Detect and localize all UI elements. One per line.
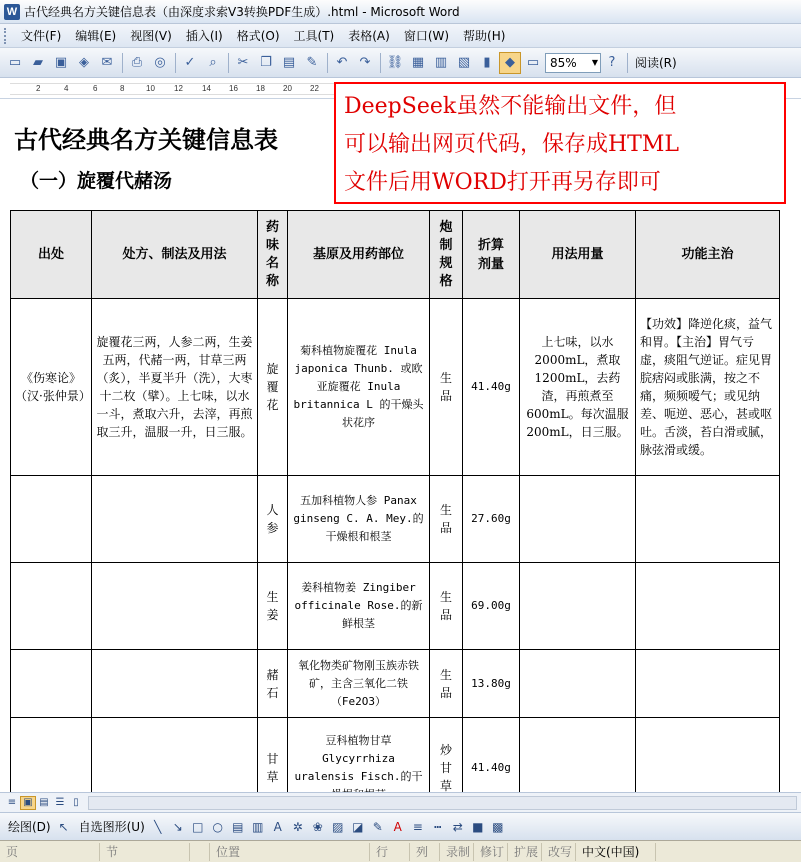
cell-function (636, 563, 780, 650)
cell-usage (520, 563, 636, 650)
cell-function: 【功效】降逆化痰，益气和胃。【主治】胃气亏虚，痰阻气逆证。症见胃脘痞闷或胀满，按之不痛，频频嗳气；或见纳差、呃逆、恶心，甚或呕吐。舌淡，苔白滑或腻，脉弦滑或缓。 (636, 299, 780, 476)
email-icon[interactable]: ✉ (101, 55, 113, 70)
menu-window[interactable]: 窗口(W) (403, 29, 450, 43)
cell-dose: 41.40g (463, 299, 520, 476)
section-heading: （一）旋覆代赭汤 (20, 170, 173, 192)
help-icon[interactable]: ? (608, 55, 616, 70)
vertical-textbox-icon[interactable]: ▥ (252, 819, 264, 834)
processing-value: 生品 (439, 667, 452, 700)
cell-herb (258, 650, 288, 718)
column-header (430, 211, 463, 299)
ruler-label: 12 (174, 84, 183, 93)
zoom-value: 85% (550, 55, 577, 70)
menu-format[interactable]: 格式(O) (236, 29, 280, 43)
cell-dose: 41.40g (463, 718, 520, 818)
line-icon[interactable]: ╲ (154, 819, 162, 834)
cell-recipe (92, 476, 258, 563)
page-title: 古代经典名方关键信息表 (14, 125, 278, 154)
word-app-icon: W (4, 4, 20, 20)
select-objects-icon[interactable]: ↖ (58, 819, 69, 834)
oval-icon[interactable]: ○ (212, 819, 223, 834)
drawing-icon[interactable]: ◆ (499, 52, 521, 74)
processing-value: 生品 (439, 503, 452, 535)
toolbar-separator (380, 53, 381, 73)
column-header-label: 药味名称 (265, 219, 279, 289)
table-header-row (11, 211, 780, 299)
hyperlink-icon[interactable]: ⛓ (386, 55, 404, 70)
line-color-icon[interactable]: ✎ (372, 819, 383, 834)
dash-style-icon[interactable]: ┅ (434, 819, 442, 834)
permission-icon[interactable]: ◈ (79, 55, 89, 70)
menu-insert[interactable]: 插入(I) (185, 29, 223, 43)
save-icon[interactable]: ▣ (54, 55, 68, 70)
draw-menu-button[interactable]: 绘图(D) (8, 820, 51, 834)
reading-view-icon[interactable]: ▯ (73, 797, 79, 808)
ruler-label: 20 (283, 84, 292, 93)
cell-usage: 上七味，以水2000mL，煮取1200mL，去药渣，再煎煮至600mL。每次温服 200mL，日三服。 (520, 299, 636, 476)
ruler-label: 6 (93, 84, 98, 93)
cell-origin: 五加科植物人参 Panax ginseng C. A. Mey.的干燥根和根茎 (288, 476, 430, 563)
insert-table-icon[interactable]: ▥ (434, 55, 448, 70)
menu-edit[interactable]: 编辑(E) (75, 29, 117, 43)
processing-value: 生品 (439, 371, 452, 403)
menu-table[interactable]: 表格(A) (348, 29, 390, 43)
status-language: 中文(中国) (576, 843, 656, 861)
ruler-label: 16 (229, 84, 238, 93)
arrow-icon[interactable]: ↘ (172, 819, 183, 834)
cell-dose: 69.00g (463, 563, 520, 650)
menu-file[interactable]: 文件(F) (21, 29, 62, 43)
status-track-changes[interactable]: 修订 (474, 843, 508, 861)
column-header: 处方、制法及用法 (92, 211, 258, 299)
status-extend[interactable]: 扩展 (508, 843, 542, 861)
diagram-icon[interactable]: ✲ (292, 819, 303, 834)
status-record[interactable]: 录制 (440, 843, 474, 861)
ruler-label: 4 (64, 84, 69, 93)
herb-name: 人参 (266, 503, 279, 535)
status-page-count (190, 843, 210, 861)
cell-recipe: 旋覆花三两，人参二两，生姜五两，代赭一两，甘草三两（炙），半夏半升（洗），大枣十二枚（擘）。上七味，以水一斗，煮取六升，去滓，再煎取三升，温服一升，日三服。 (92, 299, 258, 476)
prescription-table (10, 210, 780, 818)
columns-icon[interactable]: ▮ (483, 55, 491, 70)
callout-line: 可以输出网页代码，保存成HTML (344, 132, 679, 157)
menu-view[interactable]: 视图(V) (130, 29, 172, 43)
cut-icon[interactable]: ✂ (237, 55, 249, 70)
cell-processing (430, 299, 463, 476)
cell-recipe (92, 563, 258, 650)
picture-icon[interactable]: ▨ (332, 819, 344, 834)
toolbar-separator (228, 53, 229, 73)
toolbar-separator (122, 53, 123, 73)
column-header: 出处 (11, 211, 92, 299)
cell-origin: 豆科植物甘草 Glycyrrhiza uralensis Fisch.的干 (288, 718, 430, 818)
cell-processing (430, 650, 463, 718)
cell-function (636, 650, 780, 718)
redo-icon[interactable]: ↷ (359, 55, 371, 70)
status-section: 节 (100, 843, 190, 861)
textbox-icon[interactable]: ▤ (232, 819, 244, 834)
horizontal-scrollbar[interactable] (88, 796, 797, 810)
font-color-icon[interactable]: A (393, 819, 402, 834)
table-row (11, 563, 780, 650)
standard-toolbar (0, 48, 801, 78)
processing-value: 生品 (439, 590, 452, 622)
toolbar-separator (627, 53, 628, 73)
document-area[interactable] (0, 94, 801, 793)
chevron-down-icon: ▼ (591, 58, 598, 67)
read-mode-button[interactable]: 阅读(R) (635, 56, 677, 70)
cell-dose: 27.60g (463, 476, 520, 563)
ruler-label: 10 (146, 84, 155, 93)
column-header: 用法用量 (520, 211, 636, 299)
callout-line: 文件后用WORD打开再另存即可 (344, 170, 661, 195)
autoshapes-button[interactable]: 自选图形(U) (78, 820, 145, 834)
cell-origin: 菊科植物旋覆花 Inula japonica Thunb. 或欧亚旋覆花 Inula britannica L 的干燥头状花序 (288, 299, 430, 476)
menu-help[interactable]: 帮助(H) (463, 29, 506, 43)
title-bar (0, 0, 801, 24)
ruler-label: 22 (310, 84, 319, 93)
menu-grip-icon[interactable] (4, 28, 10, 44)
table-row (11, 299, 780, 476)
tables-borders-icon[interactable]: ▦ (411, 55, 425, 70)
undo-icon[interactable]: ↶ (336, 55, 348, 70)
new-document-icon[interactable]: ▭ (8, 55, 22, 70)
open-folder-icon[interactable]: ▰ (33, 55, 43, 70)
print-layout-icon[interactable]: ▤ (39, 797, 49, 808)
cell-herb (258, 563, 288, 650)
cell-source: 《伤寒论》（汉·张仲景） (11, 299, 92, 476)
format-painter-icon[interactable]: ✎ (306, 55, 318, 70)
column-header: 功能主治 (636, 211, 780, 299)
table-row (11, 650, 780, 718)
cell-usage (520, 650, 636, 718)
ruler-label: 14 (202, 84, 211, 93)
document-map-icon[interactable]: ▭ (526, 55, 540, 70)
cell-herb (258, 476, 288, 563)
column-header (463, 211, 520, 299)
outline-view-icon[interactable]: ☰ (55, 797, 65, 808)
line-style-icon[interactable]: ≡ (412, 819, 423, 834)
toolbar-separator (327, 53, 328, 73)
status-line: 行 (370, 843, 410, 861)
status-position: 位置 (210, 843, 370, 861)
cell-source (11, 563, 92, 650)
column-header-label: 炮制规格 (439, 219, 453, 289)
cell-source (11, 650, 92, 718)
cell-origin: 姜科植物姜 Zingiber officinale Rose.的新鲜根茎 (288, 563, 430, 650)
3d-style-icon[interactable]: ▩ (492, 819, 504, 834)
copy-icon[interactable]: ❐ (260, 55, 272, 70)
callout-line: DeepSeek虽然不能输出文件，但 (344, 94, 677, 119)
cell-function (636, 476, 780, 563)
cell-dose: 13.80g (463, 650, 520, 718)
herb-name: 生姜 (266, 590, 279, 622)
annotation-callout (334, 82, 786, 204)
column-header: 基原及用药部位 (288, 211, 430, 299)
window-title: 古代经典名方关键信息表（由深度求索V3转换PDF生成）.html - Microsoft Word (24, 5, 460, 19)
table-row (11, 476, 780, 563)
cell-source (11, 476, 92, 563)
drawing-toolbar (0, 812, 801, 840)
arrow-style-icon[interactable]: ⇄ (452, 819, 463, 834)
print-preview-icon[interactable]: ◎ (154, 55, 166, 70)
herb-name: 旋覆花 (266, 362, 279, 412)
ruler-label: 18 (256, 84, 265, 93)
normal-view-icon[interactable]: ≡ (7, 797, 17, 808)
cell-origin: 氧化物类矿物刚玉族赤铁矿，主含三氧化二铁（Fe2O3） (288, 650, 430, 718)
cell-herb (258, 299, 288, 476)
cell-processing (430, 563, 463, 650)
spelling-icon[interactable]: ✓ (184, 55, 196, 70)
status-bar (0, 840, 801, 862)
fill-color-icon[interactable]: ◪ (352, 819, 364, 834)
status-page: 页 (0, 843, 100, 861)
zoom-select[interactable] (545, 53, 601, 73)
herb-name: 赭石 (266, 667, 279, 700)
insert-excel-icon[interactable]: ▧ (457, 55, 471, 70)
research-icon[interactable]: ⌕ (209, 55, 217, 70)
ruler-label: 8 (120, 84, 125, 93)
menu-bar (0, 24, 801, 48)
column-header-label: 折算剂量 (477, 237, 504, 272)
paste-icon[interactable]: ▤ (282, 55, 296, 70)
clipart-icon[interactable]: ❀ (312, 819, 323, 834)
print-icon[interactable]: ⎙ (131, 55, 143, 70)
ruler-label: 2 (36, 84, 41, 93)
wordart-icon[interactable]: A (273, 819, 282, 834)
herb-name: 甘草 (266, 751, 279, 784)
column-header (258, 211, 288, 299)
view-bar (0, 792, 801, 812)
cell-usage (520, 476, 636, 563)
menu-tools[interactable]: 工具(T) (293, 29, 335, 43)
shadow-icon[interactable]: ■ (472, 819, 484, 834)
toolbar-separator (175, 53, 176, 73)
status-column: 列 (410, 843, 440, 861)
cell-recipe (92, 650, 258, 718)
rectangle-icon[interactable]: □ (192, 819, 204, 834)
processing-value: 炒甘草 (439, 742, 452, 793)
cell-processing (430, 476, 463, 563)
web-layout-icon[interactable]: ▣ (20, 796, 36, 810)
status-overtype[interactable]: 改写 (542, 843, 576, 861)
